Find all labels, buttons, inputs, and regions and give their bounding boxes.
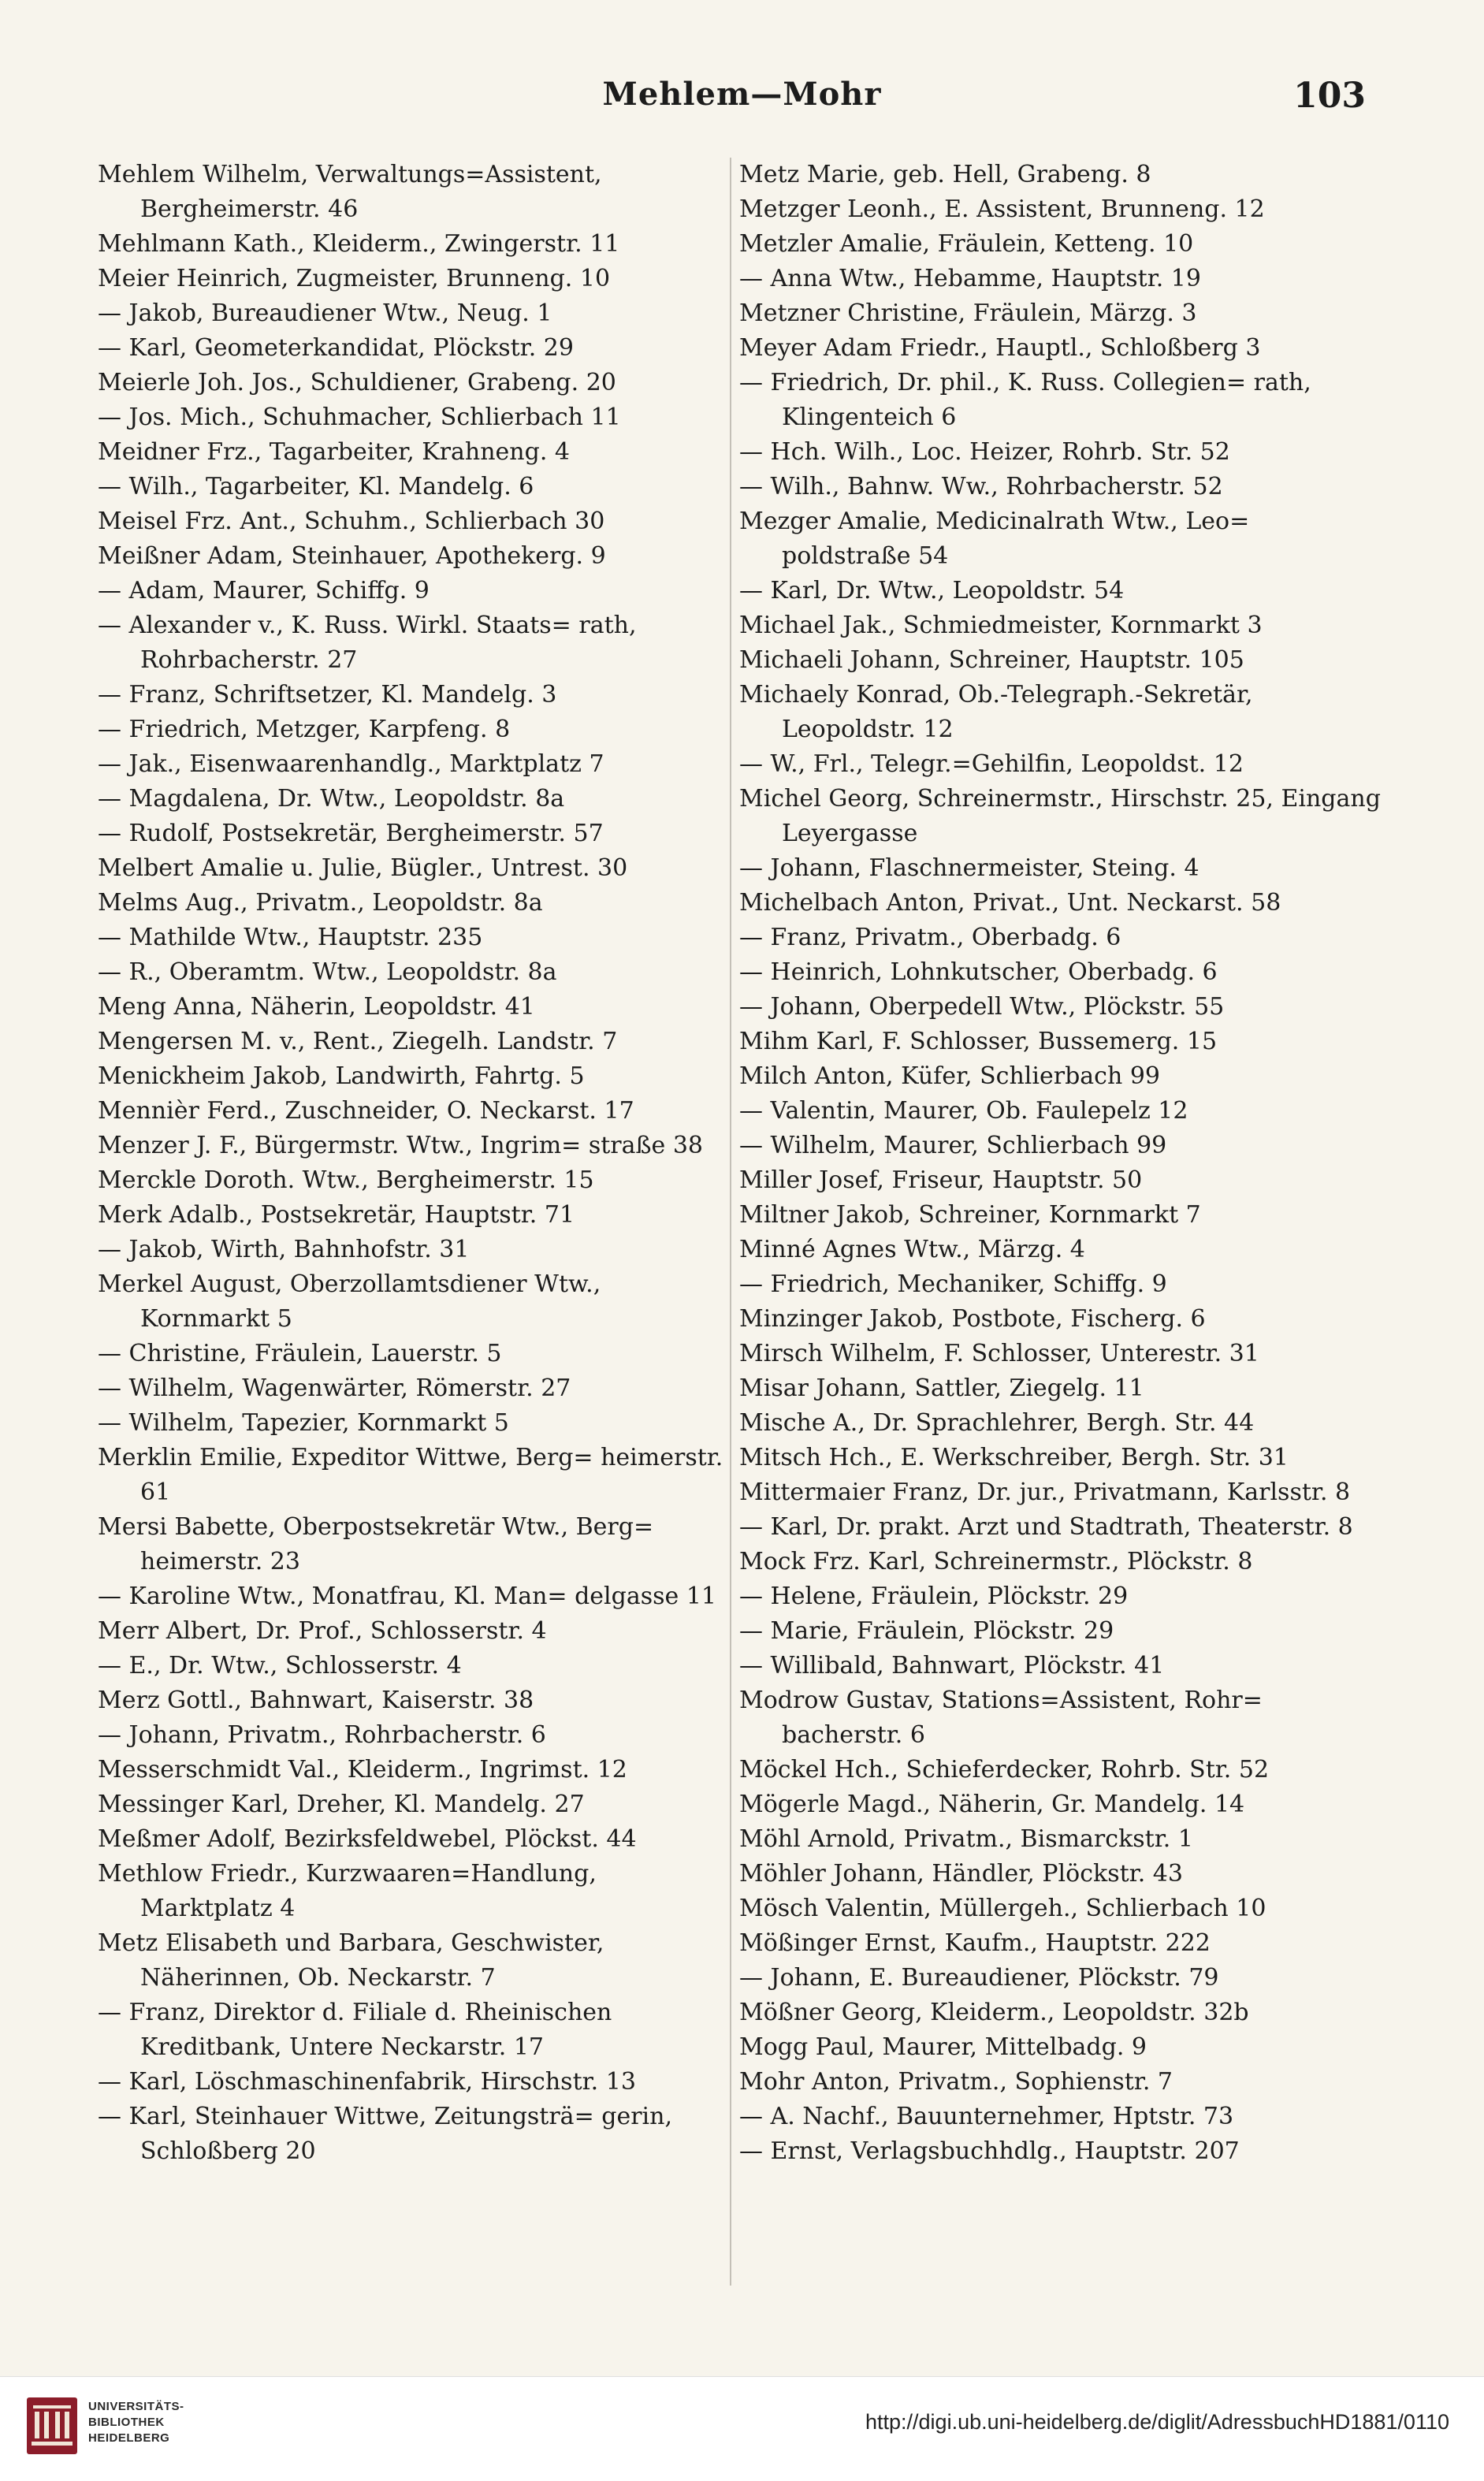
directory-entry: — Hch. Wilh., Loc. Heizer, Rohrb. Str. 52 — [739, 438, 1230, 466]
directory-entry: Mitsch Hch., E. Werkschreiber, Bergh. Str. 31 — [739, 1444, 1289, 1471]
directory-entry: Metzger Leonh., E. Assistent, Brunneng. 12 — [739, 195, 1265, 223]
directory-entry: Miltner Jakob, Schreiner, Kornmarkt 7 — [739, 1201, 1201, 1229]
directory-entry: — W., Frl., Telegr.=Gehilfin, Leopoldst. 12 — [739, 750, 1244, 778]
directory-entry: Meßmer Adolf, Bezirksfeldwebel, Plöckst. 44 — [98, 1825, 637, 1853]
directory-entry: Merklin Emilie, Expeditor Wittwe, Berg= heimerstr. 61 — [98, 1444, 723, 1506]
directory-entry: — Wilhelm, Maurer, Schlierbach 99 — [739, 1132, 1167, 1159]
directory-entry: — Christine, Fräulein, Lauerstr. 5 — [98, 1340, 502, 1367]
directory-entry: Messerschmidt Val., Kleiderm., Ingrimst. 12 — [98, 1756, 627, 1784]
library-name-line: HEIDELBERG — [88, 2431, 170, 2445]
directory-entry: — Friedrich, Mechaniker, Schiffg. 9 — [739, 1270, 1167, 1298]
directory-entry: — Franz, Privatm., Oberbadg. 6 — [739, 924, 1121, 951]
directory-entry: Meier Heinrich, Zugmeister, Brunneng. 10 — [98, 265, 611, 292]
directory-entry: Michael Jak., Schmiedmeister, Kornmarkt 3 — [739, 612, 1263, 639]
page-title: Mehlem—Mohr — [602, 76, 882, 113]
directory-entry: — Willibald, Bahnwart, Plöckstr. 41 — [739, 1652, 1165, 1679]
left-column — [98, 158, 728, 2169]
directory-entry: — Johann, Flaschnermeister, Steing. 4 — [739, 854, 1199, 882]
directory-entry: — Jakob, Bureaudiener Wtw., Neug. 1 — [98, 299, 552, 327]
directory-entry: — Johann, E. Bureaudiener, Plöckstr. 79 — [739, 1964, 1219, 1992]
university-seal-icon — [24, 2394, 80, 2457]
directory-entry: — Adam, Maurer, Schiffg. 9 — [98, 577, 430, 604]
directory-entry: — Jos. Mich., Schuhmacher, Schlierbach 11 — [98, 404, 621, 431]
directory-entry: — Valentin, Maurer, Ob. Faulepelz 12 — [739, 1097, 1188, 1125]
directory-entry: — Franz, Direktor d. Filiale d. Rheinischen Kreditbank, Untere Neckarstr. 17 — [98, 1999, 612, 2061]
library-name-line: UNIVERSITÄTS- — [88, 2400, 184, 2413]
directory-entry: Mößinger Ernst, Kaufm., Hauptstr. 222 — [739, 1929, 1211, 1957]
directory-entry: — Magdalena, Dr. Wtw., Leopoldstr. 8a — [98, 785, 565, 813]
directory-entry: — Wilhelm, Wagenwärter, Römerstr. 27 — [98, 1374, 571, 1402]
directory-entry: — Wilh., Bahnw. Ww., Rohrbacherstr. 52 — [739, 473, 1223, 500]
directory-entry: — Mathilde Wtw., Hauptstr. 235 — [98, 924, 483, 951]
directory-entry: Merr Albert, Dr. Prof., Schlosserstr. 4 — [98, 1617, 547, 1645]
directory-entry: Mögerle Magd., Näherin, Gr. Mandelg. 14 — [739, 1791, 1245, 1818]
directory-entry: Möhler Johann, Händler, Plöckstr. 43 — [739, 1860, 1183, 1888]
directory-entry: — Karl, Steinhauer Wittwe, Zeitungsträ= gerin, Schloßberg 20 — [98, 2103, 672, 2165]
directory-entry: Melms Aug., Privatm., Leopoldstr. 8a — [98, 889, 543, 917]
source-url-link[interactable]: http://digi.ub.uni-heidelberg.de/diglit/AdressbuchHD1881/0110 — [865, 2410, 1449, 2434]
directory-entry: Menzer J. F., Bürgermstr. Wtw., Ingrim= straße 38 — [98, 1132, 704, 1159]
directory-entry: — Johann, Privatm., Rohrbacherstr. 6 — [98, 1721, 546, 1749]
directory-entry: Mohr Anton, Privatm., Sophienstr. 7 — [739, 2068, 1173, 2096]
directory-entry: — Ernst, Verlagsbuchhdlg., Hauptstr. 207 — [739, 2137, 1240, 2165]
directory-entry: — Rudolf, Postsekretär, Bergheimerstr. 57 — [98, 820, 604, 847]
directory-entry: Milch Anton, Küfer, Schlierbach 99 — [739, 1062, 1160, 1090]
directory-entry: Mezger Amalie, Medicinalrath Wtw., Leo= poldstraße 54 — [739, 508, 1250, 570]
directory-entry: Mösch Valentin, Müllergeh., Schlierbach 10 — [739, 1895, 1266, 1922]
directory-entry: Melbert Amalie u. Julie, Bügler., Untrest. 30 — [98, 854, 628, 882]
directory-entry: Mersi Babette, Oberpostsekretär Wtw., Berg= heimerstr. 23 — [98, 1513, 654, 1575]
directory-entry: Miller Josef, Friseur, Hauptstr. 50 — [739, 1166, 1143, 1194]
directory-entry: — Wilh., Tagarbeiter, Kl. Mandelg. 6 — [98, 473, 534, 500]
directory-entry: — Karl, Dr. prakt. Arzt und Stadtrath, Theaterstr. 8 — [739, 1513, 1353, 1541]
directory-entry: Michel Georg, Schreinermstr., Hirschstr. 25, Eingang Leyergasse — [739, 785, 1381, 847]
directory-entry: Messinger Karl, Dreher, Kl. Mandelg. 27 — [98, 1791, 585, 1818]
directory-entry: Menickheim Jakob, Landwirth, Fahrtg. 5 — [98, 1062, 585, 1090]
directory-entry: Möckel Hch., Schieferdecker, Rohrb. Str. 52 — [739, 1756, 1270, 1784]
directory-entry: Metz Marie, geb. Hell, Grabeng. 8 — [739, 161, 1151, 188]
running-head — [0, 76, 1484, 123]
directory-entry: — Helene, Fräulein, Plöckstr. 29 — [739, 1583, 1129, 1610]
right-column — [739, 158, 1385, 2169]
directory-entry: Minné Agnes Wtw., Märzg. 4 — [739, 1236, 1085, 1263]
directory-entry: Mock Frz. Karl, Schreinermstr., Plöckstr. 8 — [739, 1548, 1253, 1575]
directory-entry: Mennièr Ferd., Zuschneider, O. Neckarst. 17 — [98, 1097, 634, 1125]
directory-entry: — Jakob, Wirth, Bahnhofstr. 31 — [98, 1236, 470, 1263]
column-divider — [730, 158, 731, 2286]
directory-entry: Möhl Arnold, Privatm., Bismarckstr. 1 — [739, 1825, 1193, 1853]
directory-entry: Mehlem Wilhelm, Verwaltungs=Assistent, Bergheimerstr. 46 — [98, 161, 602, 223]
directory-entry: Misar Johann, Sattler, Ziegelg. 11 — [739, 1374, 1144, 1402]
directory-entry: — Anna Wtw., Hebamme, Hauptstr. 19 — [739, 265, 1201, 292]
directory-entry: — Karl, Löschmaschinenfabrik, Hirschstr. 13 — [98, 2068, 636, 2096]
directory-entry: Meierle Joh. Jos., Schuldiener, Grabeng. 20 — [98, 369, 616, 396]
directory-entry: Metzler Amalie, Fräulein, Ketteng. 10 — [739, 230, 1194, 258]
directory-entry: Michaeli Johann, Schreiner, Hauptstr. 105 — [739, 646, 1244, 674]
directory-entry: — R., Oberamtm. Wtw., Leopoldstr. 8a — [98, 958, 557, 986]
directory-entry: Modrow Gustav, Stations=Assistent, Rohr= bacherstr. 6 — [739, 1687, 1263, 1749]
directory-entry: Metz Elisabeth und Barbara, Geschwister, Näherinnen, Ob. Neckarstr. 7 — [98, 1929, 604, 1992]
directory-entry: Mogg Paul, Maurer, Mittelbadg. 9 — [739, 2033, 1147, 2061]
directory-entry: — Wilhelm, Tapezier, Kornmarkt 5 — [98, 1409, 509, 1437]
directory-entry: — Johann, Oberpedell Wtw., Plöckstr. 55 — [739, 993, 1225, 1021]
directory-entry: Methlow Friedr., Kurzwaaren=Handlung, Marktplatz 4 — [98, 1860, 597, 1922]
page-number: 103 — [1293, 76, 1366, 116]
directory-entry: Merz Gottl., Bahnwart, Kaiserstr. 38 — [98, 1687, 534, 1714]
directory-entry: Meisel Frz. Ant., Schuhm., Schlierbach 30 — [98, 508, 605, 535]
directory-entry: Meidner Frz., Tagarbeiter, Krahneng. 4 — [98, 438, 570, 466]
directory-entry: — A. Nachf., Bauunternehmer, Hptstr. 73 — [739, 2103, 1234, 2130]
directory-entry: Meißner Adam, Steinhauer, Apothekerg. 9 — [98, 542, 606, 570]
directory-entry: — Jak., Eisenwaarenhandlg., Marktplatz 7 — [98, 750, 604, 778]
directory-entry: — Marie, Fräulein, Plöckstr. 29 — [739, 1617, 1114, 1645]
directory-entry: — Friedrich, Dr. phil., K. Russ. Collegien= rath, Klingenteich 6 — [739, 369, 1311, 431]
directory-entry: Michelbach Anton, Privat., Unt. Neckarst. 58 — [739, 889, 1281, 917]
directory-entry: — Franz, Schriftsetzer, Kl. Mandelg. 3 — [98, 681, 557, 709]
directory-entry: — Karl, Dr. Wtw., Leopoldstr. 54 — [739, 577, 1125, 604]
directory-entry: Michaely Konrad, Ob.-Telegraph.-Sekretär, Leopoldstr. 12 — [739, 681, 1253, 743]
directory-entry: Mehlmann Kath., Kleiderm., Zwingerstr. 11 — [98, 230, 620, 258]
directory-entry: Mengersen M. v., Rent., Ziegelh. Landstr. 7 — [98, 1028, 618, 1055]
directory-entry: Mittermaier Franz, Dr. jur., Privatmann, Karlsstr. 8 — [739, 1479, 1351, 1506]
directory-entry: — Heinrich, Lohnkutscher, Oberbadg. 6 — [739, 958, 1218, 986]
directory-entry: Mößner Georg, Kleiderm., Leopoldstr. 32b — [739, 1999, 1249, 2026]
footer-bar — [0, 2376, 1484, 2481]
directory-entry: — Karoline Wtw., Monatfrau, Kl. Man= delgasse 11 — [98, 1583, 716, 1610]
directory-entry: Meyer Adam Friedr., Hauptl., Schloßberg 3 — [739, 334, 1261, 362]
directory-entry: Merckle Doroth. Wtw., Bergheimerstr. 15 — [98, 1166, 594, 1194]
directory-entry: Mische A., Dr. Sprachlehrer, Bergh. Str. 44 — [739, 1409, 1255, 1437]
directory-entry: — Karl, Geometerkandidat, Plöckstr. 29 — [98, 334, 574, 362]
library-name-line: BIBLIOTHEK — [88, 2416, 165, 2429]
library-name — [88, 2399, 184, 2446]
directory-entry: Merkel August, Oberzollamtsdiener Wtw., Kornmarkt 5 — [98, 1270, 601, 1333]
directory-entry: Mihm Karl, F. Schlosser, Bussemerg. 15 — [739, 1028, 1218, 1055]
directory-entry: — E., Dr. Wtw., Schlosserstr. 4 — [98, 1652, 462, 1679]
directory-entry: — Alexander v., K. Russ. Wirkl. Staats= rath, Rohrbacherstr. 27 — [98, 612, 637, 674]
directory-entry: Mirsch Wilhelm, F. Schlosser, Unterestr. 31 — [739, 1340, 1259, 1367]
directory-entry: Meng Anna, Näherin, Leopoldstr. 41 — [98, 993, 535, 1021]
directory-entry: Minzinger Jakob, Postbote, Fischerg. 6 — [739, 1305, 1206, 1333]
directory-entry: Metzner Christine, Fräulein, Märzg. 3 — [739, 299, 1197, 327]
directory-entry: Merk Adalb., Postsekretär, Hauptstr. 71 — [98, 1201, 575, 1229]
directory-entry: — Friedrich, Metzger, Karpfeng. 8 — [98, 716, 511, 743]
